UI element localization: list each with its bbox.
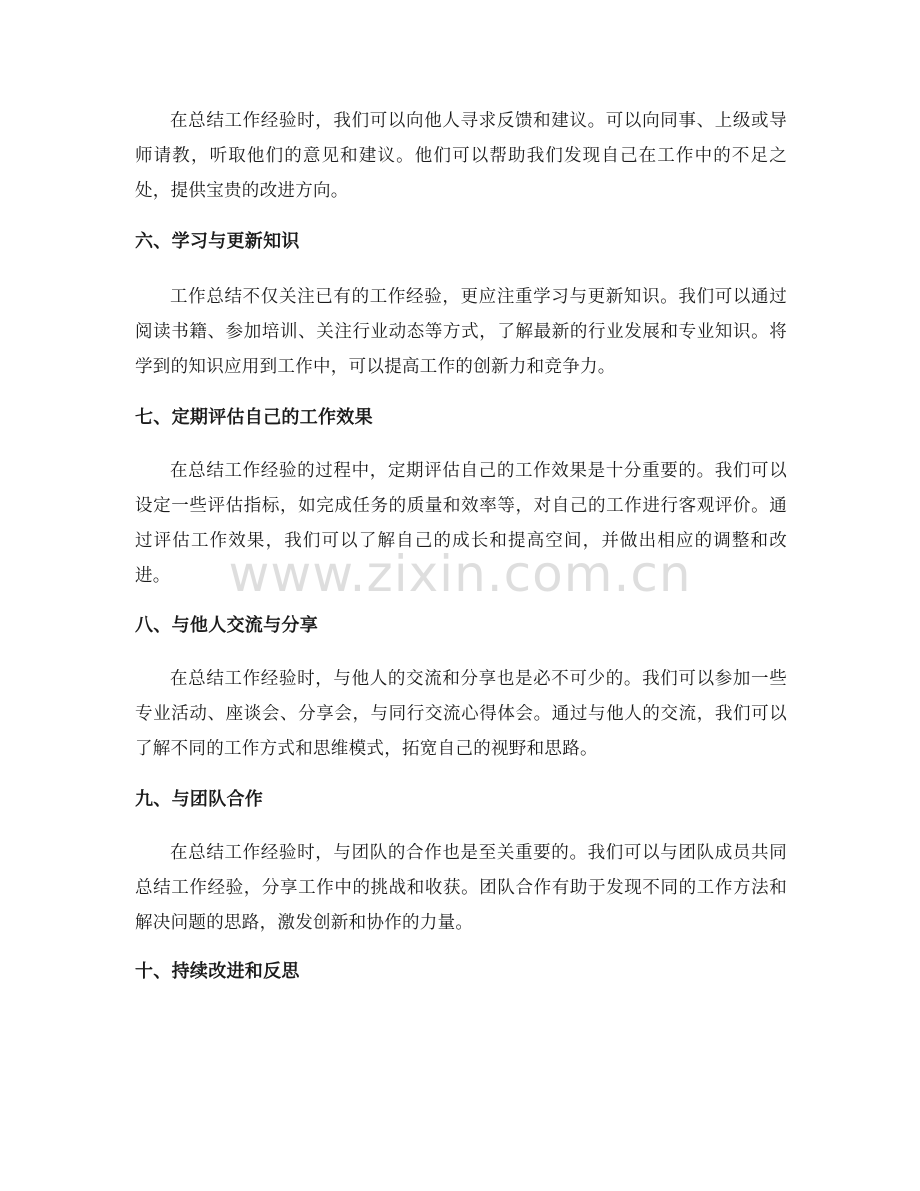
heading-section-7: 七、定期评估自己的工作效果 bbox=[135, 407, 373, 428]
paragraph-feedback: 在总结工作经验时，我们可以向他人寻求反馈和建议。可以向同事、上级或导师请教，听取他们的意见和建议。他们可以帮助我们发现自己在工作中的不足之处，提供宝贵的改进方向。 bbox=[135, 111, 787, 201]
heading-section-8: 八、与他人交流与分享 bbox=[135, 615, 318, 636]
paragraph-section-6: 工作总结不仅关注已有的工作经验，更应注重学习与更新知识。我们可以通过阅读书籍、参加培训、关注行业动态等方式，了解最新的行业发展和专业知识。将学到的知识应用到工作中，可以提高工作的创新力和竞争力。 bbox=[135, 287, 787, 377]
paragraph-section-7: 在总结工作经验的过程中，定期评估自己的工作效果是十分重要的。我们可以设定一些评估指标，如完成任务的质量和效率等，对自己的工作进行客观评价。通过评估工作效果，我们可以了解自己的成长和提高空间，并做出相应的调整和改进。 bbox=[135, 461, 787, 586]
heading-section-10: 十、持续改进和反思 bbox=[135, 961, 300, 982]
watermark-text: www.zixin.com.cn bbox=[228, 545, 692, 603]
paragraph-section-9: 在总结工作经验时，与团队的合作也是至关重要的。我们可以与团队成员共同总结工作经验，分享工作中的挑战和收获。团队合作有助于发现不同的工作方法和解决问题的思路，激发创新和协作的力量。 bbox=[135, 843, 787, 933]
heading-section-9: 九、与团队合作 bbox=[135, 789, 264, 810]
paragraph-section-8: 在总结工作经验时，与他人的交流和分享也是必不可少的。我们可以参加一些专业活动、座谈会、分享会，与同行交流心得体会。通过与他人的交流，我们可以了解不同的工作方式和思维模式，拓宽自己的视野和思路。 bbox=[135, 669, 787, 759]
heading-section-6: 六、学习与更新知识 bbox=[135, 231, 300, 252]
